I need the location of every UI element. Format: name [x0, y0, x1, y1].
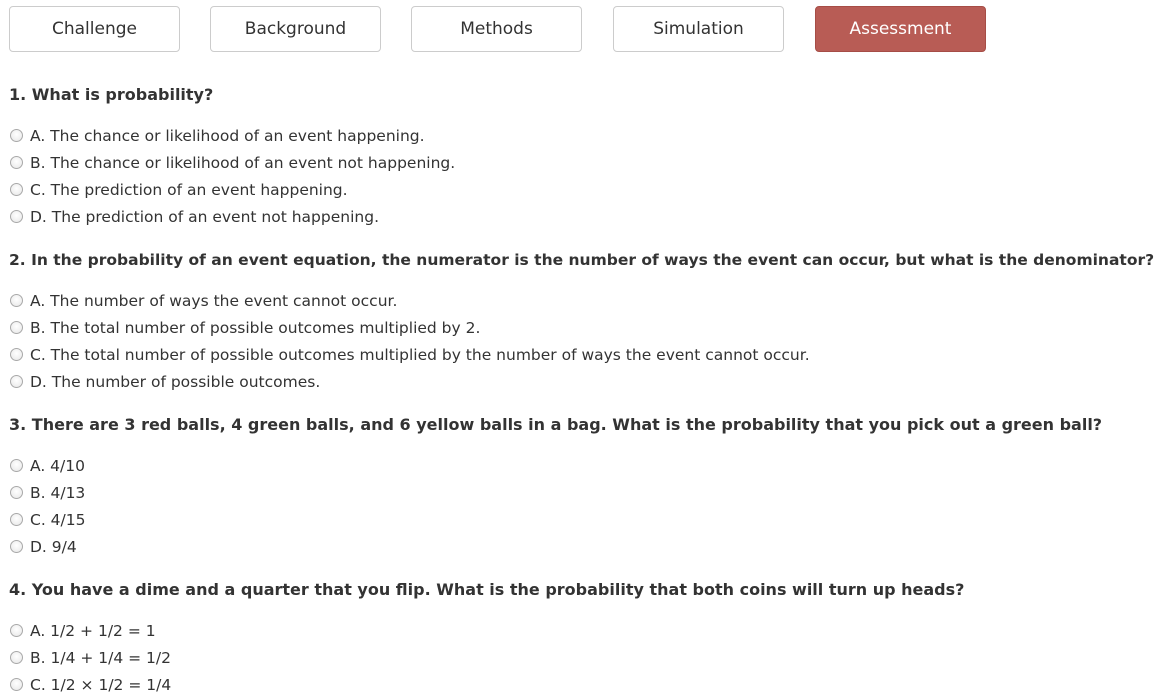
answer-option[interactable] [9, 506, 1015, 533]
option-label: C. 1/2 × 1/2 = 1/4 [30, 675, 172, 694]
radio-button[interactable] [10, 129, 23, 142]
tab-methods[interactable]: Methods [411, 6, 582, 52]
option-label: C. 4/15 [30, 510, 86, 529]
option-label: B. 4/13 [30, 483, 86, 502]
option-label: B. The total number of possible outcomes multiplied by 2. [30, 318, 481, 337]
question-title: 3. There are 3 red balls, 4 green balls, and 6 yellow balls in a bag. What is the probability that you pick out a green ball? [9, 415, 1103, 434]
tab-background[interactable]: Background [210, 6, 381, 52]
option-label: A. 4/10 [30, 456, 85, 475]
radio-button[interactable] [10, 375, 23, 388]
answer-option[interactable] [9, 479, 1015, 506]
tab-assessment[interactable]: Assessment [815, 6, 986, 52]
radio-button[interactable] [10, 459, 23, 472]
answer-option[interactable] [9, 644, 1015, 671]
option-label: C. The total number of possible outcomes multiplied by the number of ways the event cannot occur. [30, 345, 810, 364]
radio-button[interactable] [10, 156, 23, 169]
question-1 [9, 85, 1015, 230]
answer-option[interactable] [9, 341, 1015, 368]
answer-option[interactable] [9, 368, 1015, 395]
radio-button[interactable] [10, 486, 23, 499]
option-label: A. The number of ways the event cannot occur. [30, 291, 398, 310]
option-label: C. The prediction of an event happening. [30, 180, 348, 199]
option-label: D. The prediction of an event not happening. [30, 207, 379, 226]
radio-button[interactable] [10, 624, 23, 637]
option-label: B. 1/4 + 1/4 = 1/2 [30, 648, 172, 667]
radio-button[interactable] [10, 294, 23, 307]
answer-option[interactable] [9, 452, 1015, 479]
question-title: 1. What is probability? [9, 85, 214, 104]
radio-button[interactable] [10, 540, 23, 553]
answer-options [9, 287, 1015, 395]
answer-options [9, 122, 1015, 230]
option-label: D. The number of possible outcomes. [30, 372, 321, 391]
question-title: 4. You have a dime and a quarter that you flip. What is the probability that both coins will turn up heads? [9, 580, 965, 599]
radio-button[interactable] [10, 210, 23, 223]
question-3 [9, 415, 1103, 560]
radio-button[interactable] [10, 513, 23, 526]
answer-option[interactable] [9, 314, 1015, 341]
option-label: B. The chance or likelihood of an event not happening. [30, 153, 456, 172]
tab-bar [9, 6, 989, 52]
question-2 [9, 250, 1154, 395]
option-label: A. The chance or likelihood of an event happening. [30, 126, 425, 145]
answer-option[interactable] [9, 671, 1015, 698]
answer-option[interactable] [9, 176, 1015, 203]
radio-button[interactable] [10, 348, 23, 361]
answer-option[interactable] [9, 533, 1015, 560]
radio-button[interactable] [10, 651, 23, 664]
answer-options [9, 452, 1015, 560]
answer-options [9, 617, 1015, 698]
radio-button[interactable] [10, 321, 23, 334]
answer-option[interactable] [9, 617, 1015, 644]
radio-button[interactable] [10, 678, 23, 691]
question-title: 2. In the probability of an event equation, the numerator is the number of ways the event can occur, but what is the denominator? [9, 251, 1154, 269]
question-4 [9, 580, 1015, 698]
answer-option[interactable] [9, 122, 1015, 149]
tab-challenge[interactable]: Challenge [9, 6, 180, 52]
radio-button[interactable] [10, 183, 23, 196]
answer-option[interactable] [9, 203, 1015, 230]
tab-simulation[interactable]: Simulation [613, 6, 784, 52]
answer-option[interactable] [9, 287, 1015, 314]
answer-option[interactable] [9, 149, 1015, 176]
option-label: A. 1/2 + 1/2 = 1 [30, 621, 156, 640]
option-label: D. 9/4 [30, 537, 77, 556]
